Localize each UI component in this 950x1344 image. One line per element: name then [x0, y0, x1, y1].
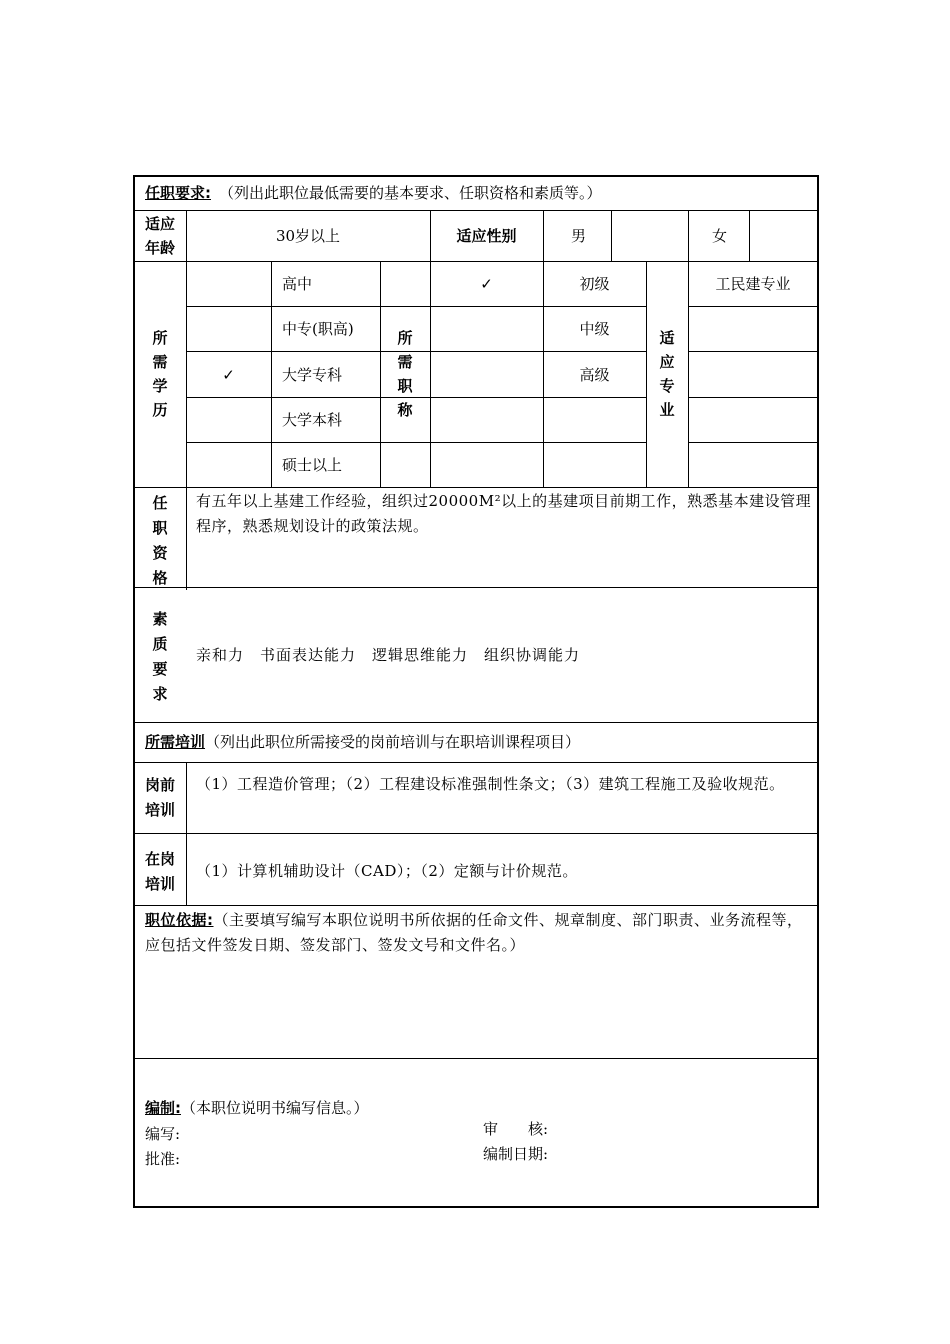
col-divider [430, 210, 431, 487]
row-divider [134, 210, 818, 211]
row-divider [134, 1058, 818, 1059]
title-label-char: 称 [397, 401, 413, 419]
row-divider [186, 397, 430, 398]
requirements-header [145, 184, 602, 202]
writer-label: 编写: [145, 1125, 181, 1143]
row-divider [186, 442, 430, 443]
education-check-cell: ✓ [222, 366, 235, 384]
training-note: （列出此职位所需接受的岗前培训与在职培训课程项目） [205, 733, 581, 751]
qualification-label-char: 资 [152, 544, 168, 562]
education-level: 高中 [282, 275, 313, 293]
compile-title: 编制: [145, 1099, 181, 1117]
major-label-char: 适 [659, 329, 675, 347]
approver-label: 批准: [145, 1150, 181, 1168]
row-divider [134, 261, 818, 262]
quality-label-char: 素 [152, 610, 168, 628]
pre-training-text: （1）工程造价管理；（2）工程建设标准强制性条文；（3）建筑工程施工及验收规范。 [196, 775, 785, 793]
quality-label-char: 质 [152, 635, 168, 653]
basis-title: 职位依据: [145, 911, 214, 929]
title-label-char: 需 [397, 353, 413, 371]
education-label-char: 学 [152, 377, 168, 395]
col-divider [186, 210, 187, 590]
major-label-char: 业 [659, 401, 675, 419]
education-label-char: 所 [152, 329, 168, 347]
qualification-label-char: 职 [152, 519, 168, 537]
date-label: 编制日期: [483, 1145, 549, 1163]
title-level: 初级 [579, 275, 610, 293]
pre-training-label-line2: 培训 [145, 801, 176, 819]
row-divider [134, 905, 818, 906]
col-divider [646, 261, 647, 487]
col-divider [380, 261, 381, 487]
qualification-label [150, 491, 170, 591]
row-divider [134, 487, 818, 488]
on-training-text: （1）计算机辅助设计（CAD）；（2）定额与计价规范。 [196, 862, 578, 880]
title-label-char: 职 [397, 377, 413, 395]
training-header [145, 733, 580, 751]
col-divider [611, 210, 612, 261]
title-check-cell: ✓ [480, 275, 493, 293]
education-label-char: 历 [152, 401, 168, 419]
gender-female: 女 [712, 227, 728, 245]
quality-label-char: 要 [152, 660, 168, 678]
education-level: 中专(职高) [282, 320, 354, 338]
row-divider [430, 442, 646, 443]
major-value: 工民建专业 [715, 275, 791, 293]
title-level: 中级 [579, 320, 610, 338]
col-divider [749, 210, 750, 261]
quality-label-char: 求 [152, 685, 168, 703]
quality-label [150, 607, 170, 707]
on-training-label-line2: 培训 [145, 875, 176, 893]
row-divider [134, 762, 818, 763]
row-divider [134, 587, 818, 588]
title-label-char: 所 [397, 329, 413, 347]
education-level: 硕士以上 [282, 456, 343, 474]
row-divider [430, 306, 646, 307]
col-divider [186, 762, 187, 905]
training-title: 所需培训 [145, 733, 206, 751]
row-divider [688, 351, 818, 352]
pre-training-label-line1: 岗前 [145, 776, 176, 794]
title-label [395, 326, 415, 422]
age-value: 30岁以上 [275, 227, 341, 245]
job-requirements-form [133, 175, 819, 1208]
row-divider [688, 397, 818, 398]
age-label-line1: 适应 [145, 215, 176, 233]
reviewer-label: 审 核: [483, 1120, 549, 1138]
on-training-label-line1: 在岗 [145, 850, 176, 868]
gender-male: 男 [571, 227, 587, 245]
quality-text: 亲和力 书面表达能力 逻辑思维能力 组织协调能力 [196, 646, 581, 664]
row-divider [430, 351, 646, 352]
col-divider [543, 210, 544, 487]
title-level: 高级 [579, 366, 610, 384]
row-divider [134, 833, 818, 834]
basis-block [145, 908, 813, 958]
requirements-note: （列出此职位最低需要的基本要求、任职资格和素质等。） [219, 184, 602, 202]
major-label-char: 专 [659, 377, 675, 395]
compile-header [145, 1099, 369, 1117]
compile-note: （本职位说明书编写信息。） [181, 1099, 369, 1117]
row-divider [430, 397, 646, 398]
row-divider [688, 442, 818, 443]
education-level: 大学本科 [282, 411, 343, 429]
education-level: 大学专科 [282, 366, 343, 384]
major-label-char: 应 [659, 353, 675, 371]
row-divider [186, 306, 430, 307]
row-divider [186, 351, 430, 352]
major-label [657, 326, 677, 422]
qualification-text: 有五年以上基建工作经验，组织过20000M²以上的基建项目前期工作，熟悉基本建设管理程序，熟悉规划设计的政策法规。 [196, 492, 812, 535]
col-divider [688, 210, 689, 487]
qualification-label-char: 任 [152, 494, 168, 512]
education-label [150, 326, 170, 422]
row-divider [688, 306, 818, 307]
education-label-char: 需 [152, 353, 168, 371]
qualification-label-char: 格 [152, 569, 168, 587]
basis-note: （主要填写编写本职位说明书所依据的任命文件、规章制度、部门职责、业务流程等，应包括文件签发日期、签发部门、签发文号和文件名。） [145, 911, 803, 954]
gender-label: 适应性别 [456, 227, 517, 245]
age-label-line2: 年龄 [145, 239, 176, 257]
requirements-title: 任职要求: [145, 184, 211, 202]
row-divider [134, 722, 818, 723]
col-divider [271, 261, 272, 487]
